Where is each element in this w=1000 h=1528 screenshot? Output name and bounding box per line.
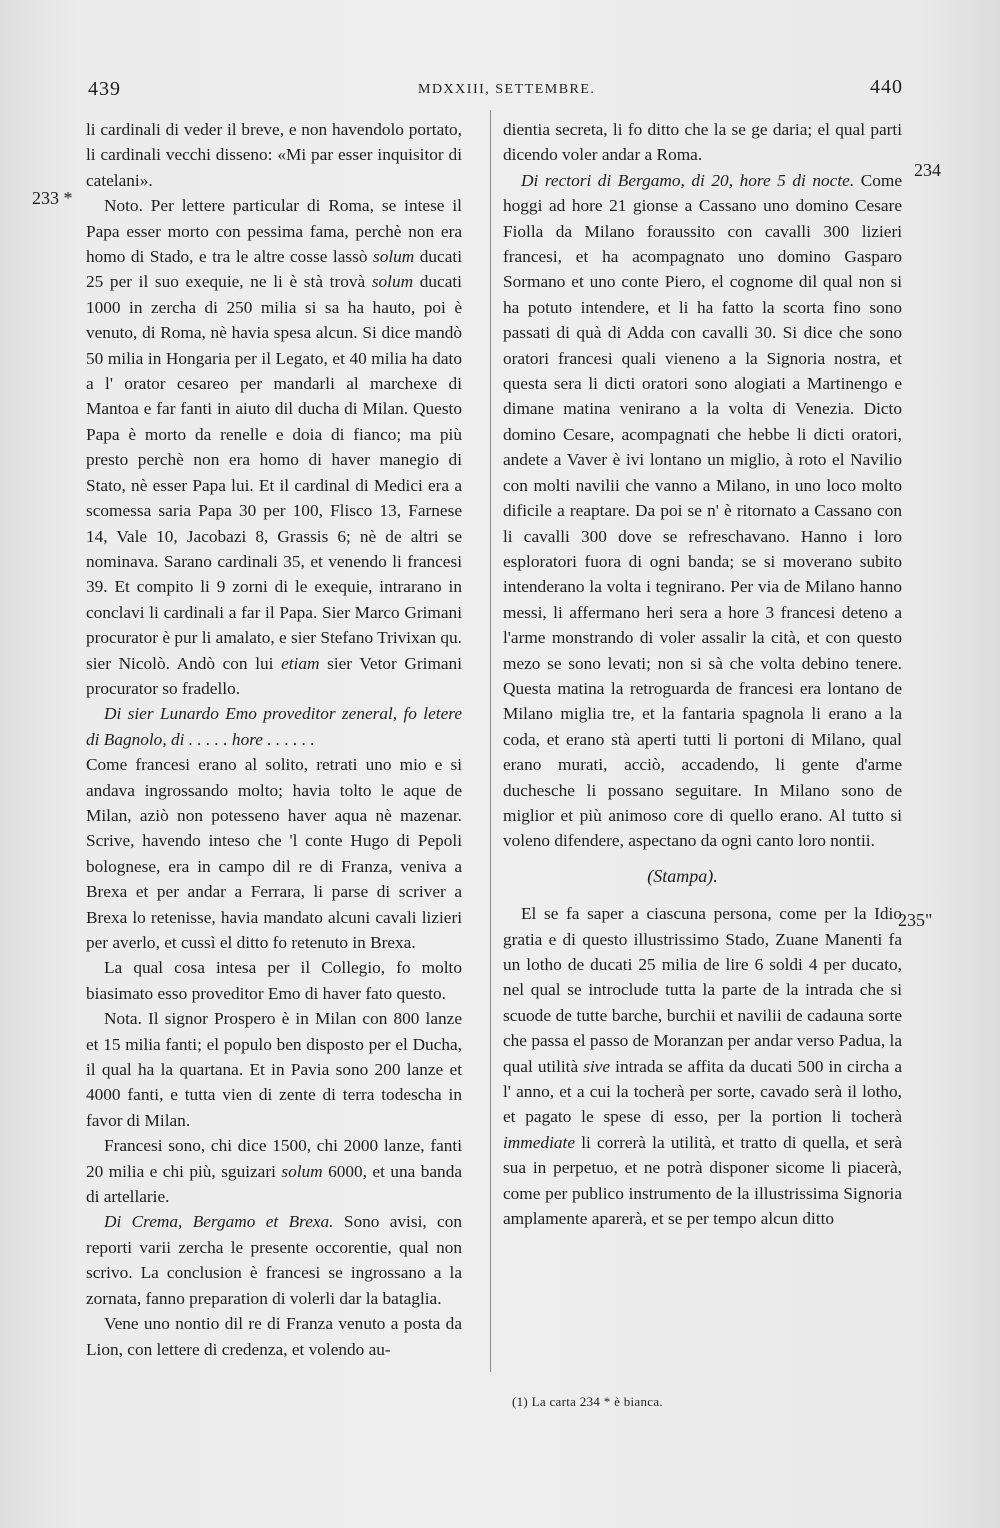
section-heading: (Stampa). bbox=[647, 865, 718, 886]
paragraph: Di rectori di Bergamo, di 20, hore 5 di nocte. Come hoggi ad hore 21 gionse a Cassano uno domino Cesare Fiolla da Milano foraussito con cavalli 300 lizieri francesi, et ha acompagnato uno domino Gasparo Sormano et uno conte Piero, el cognome dil qual non si ha potuto intendere, et li ha fatto la scorta fino sono passati di quà di Adda con cavalli 30. Si dice che sono oratori francesi quali vieneno a la Signoria nostra, et questa sera li dicti oratori sono alogiati a Martinengo e dimane matina venirano a la volta di Venezia. Dicto domino Cesare, acompagnati che hebbe li dicti oratori, andete a Vaver è ivi lontano un miglio, à roto el Navilio con molti navilii che vanno a Milano, in uno loco molto dificile a reaptare. Da poi se n' è ritornato a Cassano con li cavalli 300 dove se refreschavano. Hanno i loro esploratori fuora di ogni banda; se si moverano subito intenderano la volta i tegnirano. Per via de Milano hanno messi, li affermano heri sera a hore 3 francesi deteno a l'arme monstrando di voler assalir la cità, et con questo mezo se sono levati; non si sà che volta debino tenere. Questa matina la retroguarda de francesi era lontano de Milano miglia tre, et la fantaria spagnola li erano a la coda, et erano stà aperti tutti li portoni di Milano, qual erano murati, acciò, accadendo, li gente d'arme duchesche li possano seguitare. In Milano sono de miglior et più animoso core di quello erano. Al tutto si voleno difendere, aspectano da ogni canto loro nontii. bbox=[503, 170, 903, 851]
paragraph: dientia secreta, li fo ditto che la se ge daria; el qual parti dicendo voler andar a Roma. bbox=[503, 120, 902, 165]
page-header bbox=[0, 74, 1000, 104]
paragraph: El se fa saper a ciascuna persona, come per la Idio gratia e di questo illustrissimo Stado, Zuane Manenti fa un lotho de ducati 25 milia de lire 6 soldi 4 per ducato, nel qual se introclude tutta la parte de la intrada che si scuode de tutte barche, burchii et navilii de cadauna sorte che passa el passo de Moranzan per andar verso Padua, la qual utilità sive intrada se affita da ducati 500 in circha a l' anno, et a cui la tocherà per sorte, cavado serà il lotho, et pagato le spese di esso, per la portion li tocherà immediate li correrà la utilità, et tratto di quella, et serà sua in perpetuo, et ne potrà disponer sicome li piacerà, come per publico instrumento de la illustrissima Signoria amplamente aparerà, et se per tempo alcun ditto bbox=[503, 904, 902, 1229]
page-number-left: 439 bbox=[88, 78, 121, 100]
paragraph: Di Crema, Bergamo et Brexa. Sono avisi, con reporti varii zercha le presente occorentie, qual non scrivo. La conclusion è francesi se ingrossano a la zornata, fanno preparation di volerli dar la bataglia. bbox=[86, 1212, 462, 1308]
footnote: (1) La carta 234 * è bianca. bbox=[512, 1394, 663, 1409]
paragraph: Vene uno nontio dil re di Franza venuto a posta da Lion, con lettere di credenza, et volendo au- bbox=[86, 1314, 462, 1359]
paragraph: Come francesi erano al solito, retrati uno mio e si andava ingrossando molto; havia tolto le aque de Milan, aziò non potesseno haver aqua nè mazenar. Scrive, havendo inteso che 'l conte Hugo di Pepoli bolognese, era in campo dil re di Franza, veniva a Brexa et per andar a Ferrara, li parse di scriver a Brexa lo retenisse, havia mandato alcuni cavali lizieri per averlo, et cussì el ditto fo retenuto in Brexa. bbox=[86, 755, 462, 952]
paragraph: li cardinali di veder il breve, e non havendolo portato, li cardinali vecchi disseno: «Mi par esser inquisitor di catelani». bbox=[86, 120, 462, 190]
column-divider bbox=[490, 110, 491, 1372]
paragraph: Francesi sono, chi dice 1500, chi 2000 lanze, fanti 20 milia e chi più, sguizari solum 6000, et una banda di artellarie. bbox=[86, 1136, 462, 1207]
running-head: MDXXIII, SETTEMBRE. bbox=[418, 82, 596, 97]
paragraph: Noto. Per lettere particular di Roma, se intese il Papa esser morto con pessima fama, perchè non era homo di Stado, e tra le altre cosse lassò solum ducati 25 per il suo exequie, ne li è stà trovà solum ducati 1000 in zercha di 250 milia si sa ha hauto, poi è venuto, di Roma, nè havia spesa alcun. Si dice mandò 50 milia in Hongaria per il Legato, et 40 milia ha dato a l' orator cesareo per mandarli al marchexe di Mantoa e far fanti in aiuto dil ducha di Milan. Questo Papa è morto da renelle e doia di fianco; ma più presto perchè non era homo di haver manegio di Stato, nè esser Papa lui. Et il cardinal di Medici era a scomessa saria Papa 30 per 100, Flisco 13, Farnese 14, Vale 10, Jacobazi 8, Grassis 6; nè de altri se nominava. Sarano cardinali 35, et venendo li francesi 39. Et compito li 9 zorni di le exequie, intrarano in conclavi li cardinali a far il Papa. Sier Marco Grimani procurator è pur li amalato, e sier Stefano Trivixan qu. sier Nicolò. Andò con lui etiam sier Vetor Grimani procurator so fradello. bbox=[86, 196, 462, 698]
paragraph: La qual cosa intesa per il Collegio, fo molto biasimato esso proveditor Emo di haver fato questo. bbox=[86, 958, 462, 1003]
page-number-right: 440 bbox=[870, 76, 903, 98]
right-column bbox=[503, 117, 902, 1231]
section-heading: Di sier Lunardo Emo proveditor zeneral, fo letere di Bagnolo, di . . . . . hore . . . . . . bbox=[86, 704, 462, 749]
margin-note-233: 233 * bbox=[32, 188, 73, 208]
margin-note-235: 235" bbox=[898, 910, 933, 930]
left-column bbox=[86, 117, 462, 1362]
margin-note-234: 234 bbox=[914, 160, 941, 180]
paragraph: Nota. Il signor Prospero è in Milan con 800 lanze et 15 milia fanti; el populo ben disposto per el Ducha, il qual ha la quartana. Et in Pavia sono 200 lanze et 4000 fanti, e tutta vien di zente di terra todescha in favor di Milan. bbox=[86, 1009, 462, 1130]
